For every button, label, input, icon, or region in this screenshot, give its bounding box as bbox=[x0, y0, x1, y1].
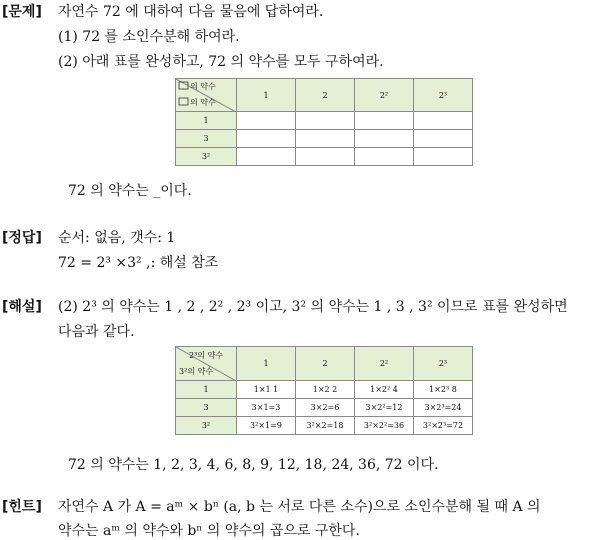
table-cell: 1×2³ 8 bbox=[414, 381, 473, 399]
table-cell: 3×2³=24 bbox=[414, 399, 473, 417]
empty-cell bbox=[355, 112, 414, 130]
table-cell: 1×2 2 bbox=[296, 381, 355, 399]
empty-cell bbox=[237, 130, 296, 148]
table-cell: 1×2² 4 bbox=[355, 381, 414, 399]
table-corner-header bbox=[176, 347, 237, 381]
table-cell: 3²×2²=36 bbox=[355, 417, 414, 435]
corner-bottom-label: 3²의 약수 bbox=[179, 367, 214, 376]
problem-line-2: (1) 72 를 소인수분해 하여라. bbox=[58, 29, 240, 45]
col-header: 2 bbox=[296, 79, 355, 112]
table-corner-header bbox=[176, 79, 237, 112]
problem-line-1: 자연수 72 에 대하여 다음 물음에 답하여라. bbox=[58, 4, 324, 20]
explanation-tag: [해설] bbox=[2, 299, 42, 315]
empty-cell bbox=[414, 112, 473, 130]
col-header: 2³ bbox=[414, 79, 473, 112]
answer-line-1: 순서: 없음, 갯수: 1 bbox=[58, 230, 176, 246]
problem-tag: [문제] bbox=[2, 4, 42, 20]
empty-cell bbox=[237, 148, 296, 166]
row-header: 3 bbox=[176, 130, 237, 148]
empty-cell bbox=[355, 130, 414, 148]
col-header: 2² bbox=[355, 347, 414, 381]
empty-cell bbox=[296, 148, 355, 166]
divisors-line: 72 의 약수는 1, 2, 3, 4, 6, 8, 9, 12, 18, 24, 36, 72 이다. bbox=[68, 457, 439, 473]
col-header: 2² bbox=[355, 79, 414, 112]
row-header: 3² bbox=[176, 148, 237, 166]
col-header: 1 bbox=[237, 79, 296, 112]
answer-tag: [정답] bbox=[2, 230, 42, 246]
corner-bottom-label: 의 약수 bbox=[190, 98, 216, 107]
explanation-line-2: 다음과 같다. bbox=[58, 324, 135, 340]
empty-cell bbox=[296, 130, 355, 148]
problem-line-3: (2) 아래 표를 완성하고, 72 의 약수를 모두 구하여라. bbox=[58, 54, 384, 70]
table-cell: 1×1 1 bbox=[237, 381, 296, 399]
empty-cell bbox=[237, 112, 296, 130]
hint-line-1: 자연수 A 가 A = aᵐ × bⁿ (a, b 는 서로 다른 소수)으로 소인수분해 될 때 A 의 bbox=[58, 499, 541, 515]
table-cell: 3²×2=18 bbox=[296, 417, 355, 435]
row-header: 3 bbox=[176, 399, 237, 417]
hint-tag: [힌트] bbox=[2, 499, 42, 515]
empty-cell bbox=[296, 112, 355, 130]
table-cell: 3²×1=9 bbox=[237, 417, 296, 435]
row-header: 1 bbox=[176, 381, 237, 399]
col-header: 2 bbox=[296, 347, 355, 381]
problem-table bbox=[175, 78, 473, 166]
hint-line-2: 약수는 aᵐ 의 약수와 bⁿ 의 약수의 곱으로 구한다. bbox=[58, 523, 360, 539]
table-cell: 3×1=3 bbox=[237, 399, 296, 417]
empty-cell bbox=[355, 148, 414, 166]
answer-line-2: 72 = 2³ ×3² ,: 해설 참조 bbox=[58, 255, 219, 271]
corner-top-label: 의 약수 bbox=[190, 82, 216, 91]
row-header: 3² bbox=[176, 417, 237, 435]
table-cell: 3×2=6 bbox=[296, 399, 355, 417]
explanation-line-1: (2) 2³ 의 약수는 1 , 2 , 2² , 2³ 이고, 3² 의 약수는 1 , 3 , 3² 이므로 표를 완성하면 bbox=[58, 299, 568, 315]
problem-answer-line: 72 의 약수는 _이다. bbox=[68, 183, 192, 199]
col-header: 2³ bbox=[414, 347, 473, 381]
explanation-table bbox=[175, 346, 473, 435]
empty-cell bbox=[414, 130, 473, 148]
table-cell: 3²×2³=72 bbox=[414, 417, 473, 435]
row-header: 1 bbox=[176, 112, 237, 130]
col-header: 1 bbox=[237, 347, 296, 381]
corner-top-label: 2³의 약수 bbox=[189, 351, 224, 360]
table-cell: 3×2²=12 bbox=[355, 399, 414, 417]
empty-cell bbox=[414, 148, 473, 166]
